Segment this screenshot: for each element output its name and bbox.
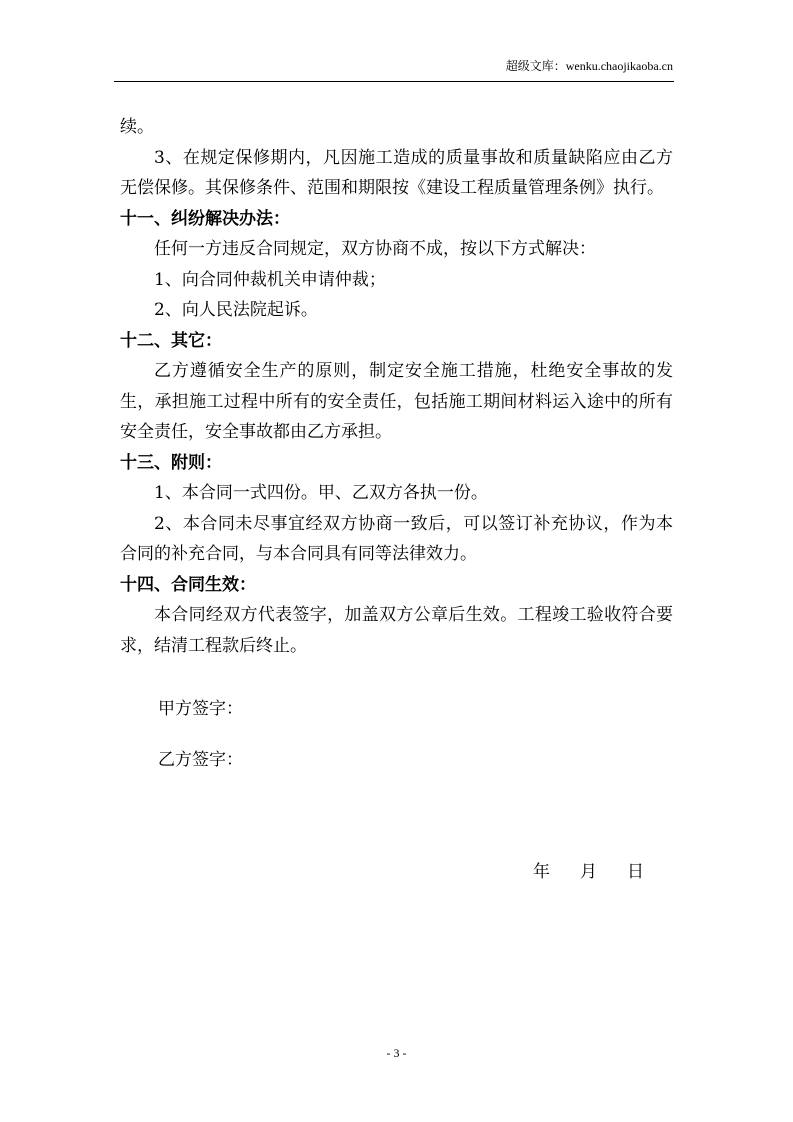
date-line bbox=[533, 860, 644, 884]
safety-clause: 乙方遵循安全生产的原则，制定安全施工措施，杜绝安全事故的发生，承担施工过程中所有的安全责任，包括施工期间材料运入途中的所有安全责任，安全事故都由乙方承担。 bbox=[120, 361, 673, 442]
dispute-item-arbitration: 1、向合同仲裁机关申请仲裁； bbox=[154, 269, 386, 290]
date-month-label: 月 bbox=[580, 862, 597, 882]
supplementary-item-agreement: 2、本合同未尽事宜经双方协商一致后，可以签订补充协议，作为本合同的补充合同，与本合同具有同等法律效力。 bbox=[120, 513, 673, 564]
dispute-intro: 任何一方违反合同规定，双方协商不成，按以下方式解决： bbox=[154, 239, 596, 259]
dispute-item-court: 2、向人民法院起诉。 bbox=[154, 300, 318, 320]
section-heading-other: 十二、其它： bbox=[120, 330, 222, 351]
document-body bbox=[120, 112, 673, 661]
party-a-signature-label: 甲方签字： bbox=[158, 699, 243, 719]
header-source-text: 超级文库：wenku.chaojikaoba.cn bbox=[505, 59, 673, 73]
section-heading-dispute-resolution: 十一、纠纷解决办法： bbox=[120, 208, 290, 229]
header-divider bbox=[114, 81, 674, 82]
party-b-signature-label: 乙方签字： bbox=[158, 750, 243, 770]
page-number: - 3 - bbox=[386, 1046, 407, 1060]
date-year-label: 年 bbox=[533, 862, 550, 882]
continuation-text: 续。 bbox=[120, 117, 154, 137]
warranty-clause: 3、在规定保修期内，凡因施工造成的质量事故和质量缺陷应由乙方无偿保修。其保修条件、范围和期限按《建设工程质量管理条例》执行。 bbox=[120, 147, 673, 198]
effectiveness-clause: 本合同经双方代表签字，加盖双方公章后生效。工程竣工验收符合要求，结清工程款后终止。 bbox=[120, 605, 673, 656]
date-day-label: 日 bbox=[627, 862, 644, 882]
supplementary-item-copies: 1、本合同一式四份。甲、乙双方各执一份。 bbox=[154, 483, 488, 503]
section-heading-effectiveness: 十四、合同生效： bbox=[120, 574, 256, 595]
section-heading-supplementary: 十三、附则： bbox=[120, 452, 222, 473]
